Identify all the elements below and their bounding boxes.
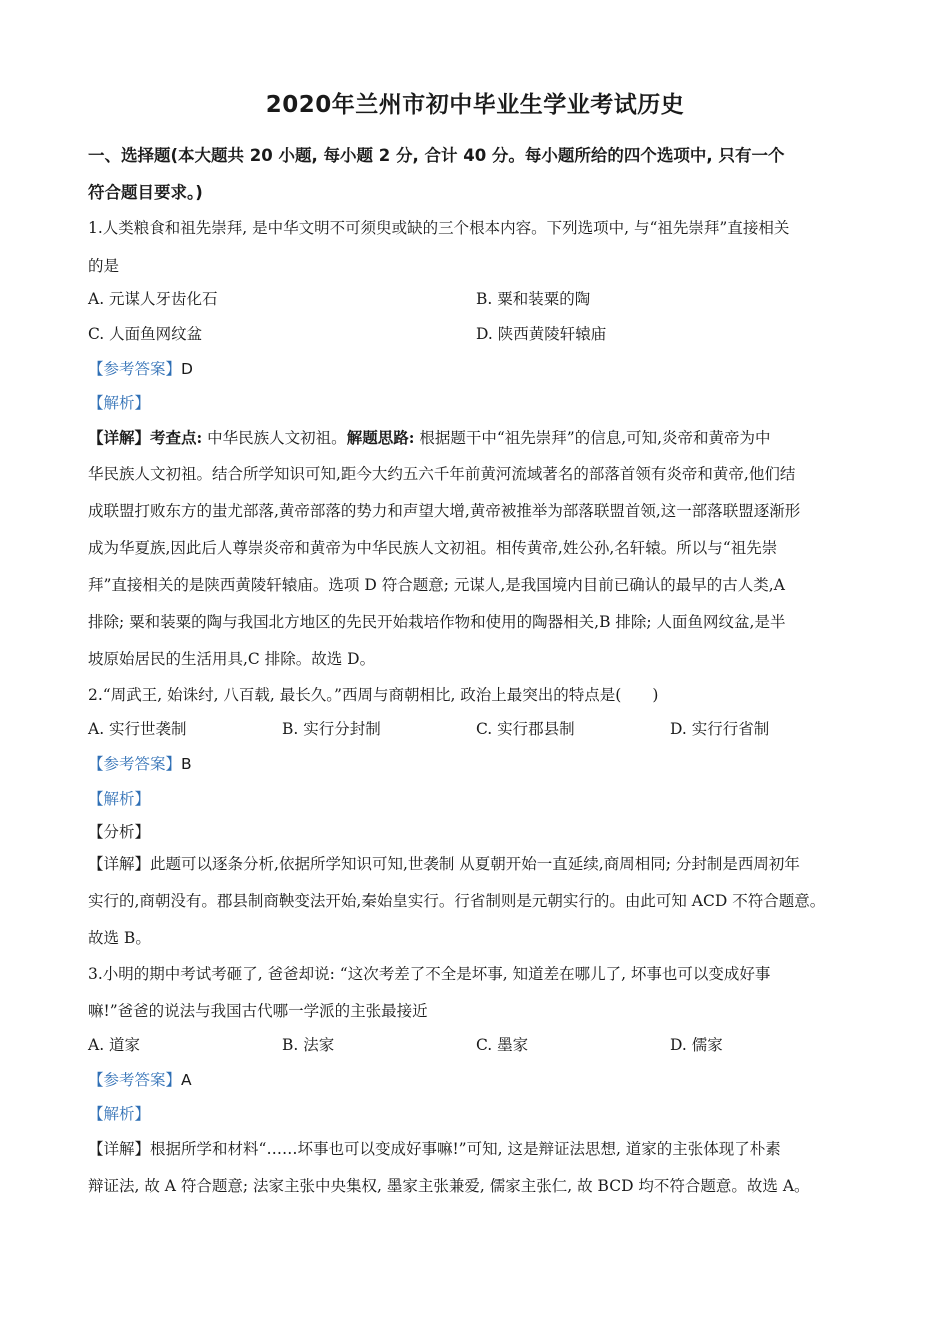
q1-explanation-line5: 拜”直接相关的是陕西黄陵轩辕庙。选项 D 符合题意; 元谋人,是我国境内目前已确认的最早的古人类,A bbox=[88, 576, 785, 594]
q3-answer-row bbox=[88, 1069, 878, 1091]
q3-stem-line1: 3.小明的期中考试考砸了, 爸爸却说: “这次考差了不全是坏事, 知道差在哪儿了, 坏事也可以变成好事 bbox=[88, 965, 771, 983]
q2-option-c: C. 实行郡县制 bbox=[476, 720, 575, 738]
q1-answer-label: 【参考答案】 bbox=[88, 360, 182, 378]
q3-explanation-text1: 根据所学和材料“……坏事也可以变成好事嘛!”可知, 这是辩证法思想, 道家的主张体现了朴素 bbox=[150, 1140, 781, 1158]
q1-answer-row bbox=[88, 358, 878, 380]
q2-explanation-text1: 此题可以逐条分析,依据所学知识可知,世袭制 从夏朝开始一直延续,商周相同; 分封制是西周初年 bbox=[150, 855, 800, 873]
q3-option-a: A. 道家 bbox=[88, 1036, 141, 1054]
section-heading-line1: 一、选择题(本大题共 20 小题, 每小题 2 分, 合计 40 分。每小题所给的四个选项中, 只有一个 bbox=[88, 146, 785, 165]
q3-option-c: C. 墨家 bbox=[476, 1036, 529, 1054]
q1-option-b: B. 粟和装粟的陶 bbox=[476, 290, 591, 308]
q1-explanation-text1: 根据题干中“祖先崇拜”的信息,可知,炎帝和黄帝为中 bbox=[414, 429, 771, 447]
q1-stem-line2: 的是 bbox=[88, 257, 120, 275]
q3-explanation-line1 bbox=[88, 1138, 878, 1160]
q3-option-b: B. 法家 bbox=[282, 1036, 335, 1054]
q2-answer-row bbox=[88, 753, 878, 775]
page-title: 2020年兰州市初中毕业生学业考试历史 bbox=[265, 92, 685, 118]
q1-explanation-line7: 坡原始居民的生活用具,C 排除。故选 D。 bbox=[88, 650, 376, 668]
q2-answer: B bbox=[181, 755, 192, 773]
q3-detail-label: 【详解】 bbox=[88, 1140, 151, 1158]
q1-explanation-line1 bbox=[88, 427, 878, 449]
q1-keypoint-label: 考查点: bbox=[150, 428, 203, 447]
q1-stem-line1: 1.人类粮食和祖先崇拜, 是中华文明不可须臾或缺的三个根本内容。下列选项中, 与“祖先崇拜”直接相关 bbox=[88, 219, 790, 237]
q2-option-a: A. 实行世袭制 bbox=[88, 720, 187, 738]
q1-answer: D bbox=[181, 360, 193, 378]
q1-option-d: D. 陕西黄陵轩辕庙 bbox=[476, 325, 607, 343]
q1-explanation-line2: 华民族人文初祖。结合所学知识可知,距今大约五六千年前黄河流域著名的部落首领有炎帝和黄帝,他们结 bbox=[88, 465, 796, 483]
q2-answer-label: 【参考答案】 bbox=[88, 755, 182, 773]
q2-detail-label: 【详解】 bbox=[88, 855, 151, 873]
q3-option-d: D. 儒家 bbox=[670, 1036, 723, 1054]
q1-explanation-line3: 成联盟打败东方的蚩尤部落,黄帝部落的势力和声望大增,黄帝被推举为部落联盟首领,这一部落联盟逐渐形 bbox=[88, 502, 801, 520]
section-heading-line2: 符合题目要求。) bbox=[88, 183, 203, 202]
q2-fenxi-label: 【分析】 bbox=[88, 823, 151, 841]
q2-option-b: B. 实行分封制 bbox=[282, 720, 381, 738]
q1-analysis-label: 【解析】 bbox=[88, 394, 151, 412]
q1-option-c: C. 人面鱼网纹盆 bbox=[88, 325, 203, 343]
q2-analysis-label: 【解析】 bbox=[88, 790, 151, 808]
q1-explanation-line4: 成为华夏族,因此后人尊崇炎帝和黄帝为中华民族人文初祖。相传黄帝,姓公孙,名轩辕。所以与“祖先崇 bbox=[88, 539, 778, 557]
q1-idea-label: 解题思路: bbox=[346, 428, 415, 447]
q2-explanation-line3: 故选 B。 bbox=[88, 929, 151, 947]
q2-explanation-line1 bbox=[88, 853, 878, 875]
q3-analysis-label: 【解析】 bbox=[88, 1105, 151, 1123]
q3-stem-line2: 嘛!”爸爸的说法与我国古代哪一学派的主张最接近 bbox=[88, 1002, 428, 1020]
q1-detail-label: 【详解】 bbox=[88, 428, 151, 447]
q3-answer-label: 【参考答案】 bbox=[88, 1071, 182, 1089]
q2-stem: 2.“周武王, 始诛纣, 八百载, 最长久。”西周与商朝相比, 政治上最突出的特点是( ) bbox=[88, 686, 659, 704]
q2-option-d: D. 实行行省制 bbox=[670, 720, 770, 738]
q1-explanation-line6: 排除; 粟和装粟的陶与我国北方地区的先民开始栽培作物和使用的陶器相关,B 排除; 人面鱼网纹盆,是半 bbox=[88, 613, 786, 631]
q3-explanation-line2: 辩证法, 故 A 符合题意; 法家主张中央集权, 墨家主张兼爱, 儒家主张仁, 故 BCD 均不符合题意。故选 A。 bbox=[88, 1177, 810, 1195]
q1-keypoint-text: 中华民族人文初祖。 bbox=[202, 429, 347, 447]
q3-answer: A bbox=[181, 1071, 192, 1089]
q1-option-a: A. 元谋人牙齿化石 bbox=[88, 290, 218, 308]
q2-explanation-line2: 实行的,商朝没有。郡县制商鞅变法开始,秦始皇实行。行省制则是元朝实行的。由此可知 ACD 不符合题意。 bbox=[88, 892, 826, 910]
